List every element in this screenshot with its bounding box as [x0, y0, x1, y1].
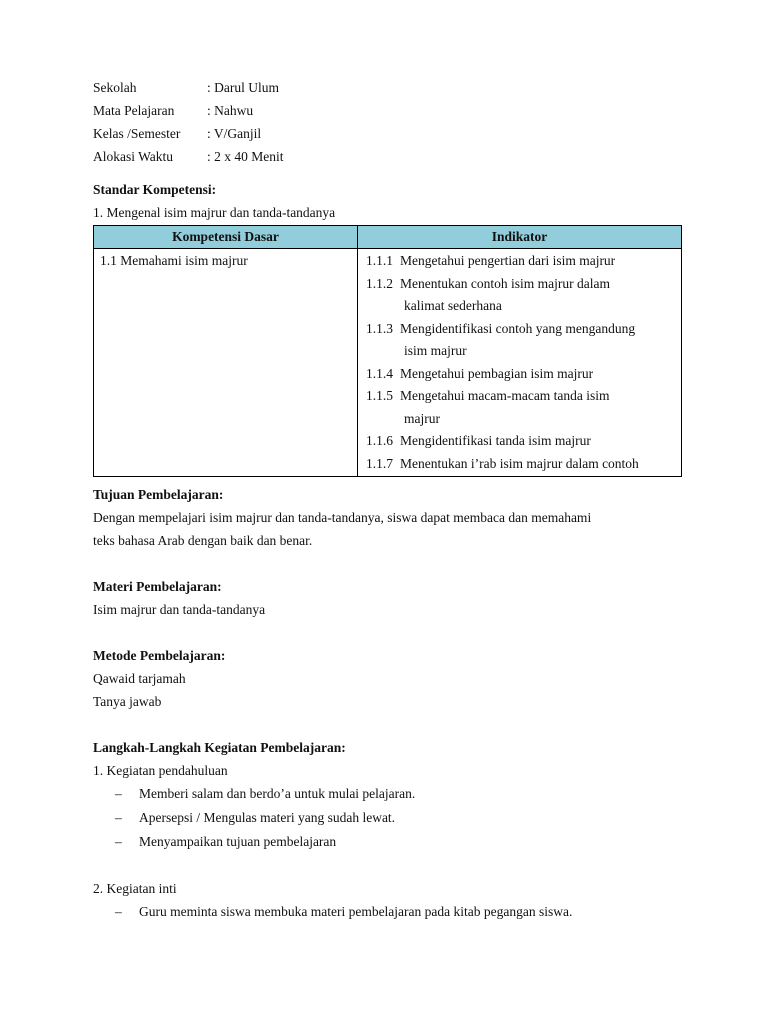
indikator-number: 1.1.1 — [366, 253, 393, 268]
indikator-number: 1.1.3 — [366, 320, 393, 336]
indikator-number: 1.1.7 — [366, 455, 393, 471]
tujuan-line: Dengan mempelajari isim majrur dan tanda-tandanya, siswa dapat membaca dan memahami — [93, 510, 592, 525]
info-value: : Nahwu — [207, 103, 254, 118]
list-item — [93, 830, 683, 854]
kompetensi-text: 1.1 Memahami isim majrur — [100, 253, 248, 268]
indikator-item — [366, 430, 673, 453]
list-item-text: Memberi salam dan berdo’a untuk mulai pelajaran. — [139, 786, 416, 801]
kompetensi-table — [93, 225, 682, 477]
dash-bullet: – — [115, 810, 122, 825]
info-row-mata-pelajaran — [93, 99, 683, 122]
table-row — [94, 249, 682, 477]
info-value: : Darul Ulum — [207, 80, 279, 95]
info-row-kelas-semester — [93, 122, 683, 145]
info-row-sekolah — [93, 76, 683, 99]
indikator-text: Mengetahui macam-macam tanda isim — [400, 388, 610, 403]
info-label: Sekolah — [93, 80, 137, 95]
indikator-item — [366, 318, 673, 341]
dash-bullet: – — [115, 786, 122, 801]
indikator-text: Mengidentifikasi contoh yang mengandung — [400, 320, 636, 336]
tujuan-heading: Tujuan Pembelajaran: — [93, 487, 224, 502]
info-value: : V/Ganjil — [207, 126, 262, 141]
info-label: Mata Pelajaran — [93, 103, 175, 118]
dash-bullet: – — [115, 834, 122, 849]
info-value: : 2 x 40 Menit — [207, 149, 284, 164]
list-item — [93, 900, 683, 924]
indikator-number: 1.1.2 — [366, 275, 393, 291]
indikator-text: Menentukan i’rab isim majrur dalam contoh — [400, 455, 639, 471]
info-label: Kelas /Semester — [93, 126, 181, 141]
indikator-item — [366, 363, 673, 386]
indikator-cell — [358, 249, 682, 477]
indikator-number: 1.1.6 — [366, 433, 393, 448]
kompetensi-cell — [94, 249, 358, 477]
list-item — [93, 782, 683, 806]
info-row-alokasi-waktu — [93, 145, 683, 168]
langkah-heading: Langkah-Langkah Kegiatan Pembelajaran: — [93, 740, 346, 755]
tujuan-line: teks bahasa Arab dengan baik dan benar. — [93, 533, 313, 548]
info-label: Alokasi Waktu — [93, 149, 174, 164]
pendahuluan-title: 1. Kegiatan pendahuluan — [93, 763, 228, 778]
indikator-item — [366, 250, 673, 273]
dash-bullet: – — [115, 904, 122, 919]
metode-item: Tanya jawab — [93, 694, 162, 709]
list-item-text: Apersepsi / Mengulas materi yang sudah lewat. — [139, 810, 396, 825]
indikator-text: Menentukan contoh isim majrur dalam — [400, 275, 610, 291]
materi-text: Isim majrur dan tanda-tandanya — [93, 602, 266, 617]
metode-heading: Metode Pembelajaran: — [93, 648, 226, 663]
indikator-item — [366, 453, 673, 476]
standar-heading: Standar Kompetensi: — [93, 182, 217, 197]
indikator-item — [366, 273, 673, 296]
indikator-text: Mengidentifikasi tanda isim majrur — [400, 433, 591, 448]
standar-item: 1. Mengenal isim majrur dan tanda-tandanya — [93, 205, 336, 220]
list-item-text: Menyampaikan tujuan pembelajaran — [139, 834, 337, 849]
document-page — [93, 76, 683, 924]
indikator-item — [366, 385, 673, 408]
list-item-text: Guru meminta siswa membuka materi pembelajaran pada kitab pegangan siswa. — [139, 904, 573, 919]
inti-title: 2. Kegiatan inti — [93, 881, 177, 896]
materi-heading: Materi Pembelajaran: — [93, 579, 222, 594]
indikator-continuation: isim majrur — [404, 343, 467, 358]
indikator-continuation: kalimat sederhana — [404, 298, 502, 313]
indikator-text: Mengetahui pengertian dari isim majrur — [400, 253, 616, 268]
indikator-number: 1.1.4 — [366, 365, 393, 381]
indikator-continuation: majrur — [404, 410, 440, 426]
metode-item: Qawaid tarjamah — [93, 671, 186, 686]
indikator-text: Mengetahui pembagian isim majrur — [400, 365, 594, 381]
table-header-indikator: Indikator — [358, 226, 682, 249]
info-block — [93, 76, 683, 168]
list-item — [93, 806, 683, 830]
indikator-number: 1.1.5 — [366, 388, 393, 403]
table-header-kompetensi: Kompetensi Dasar — [94, 226, 358, 249]
